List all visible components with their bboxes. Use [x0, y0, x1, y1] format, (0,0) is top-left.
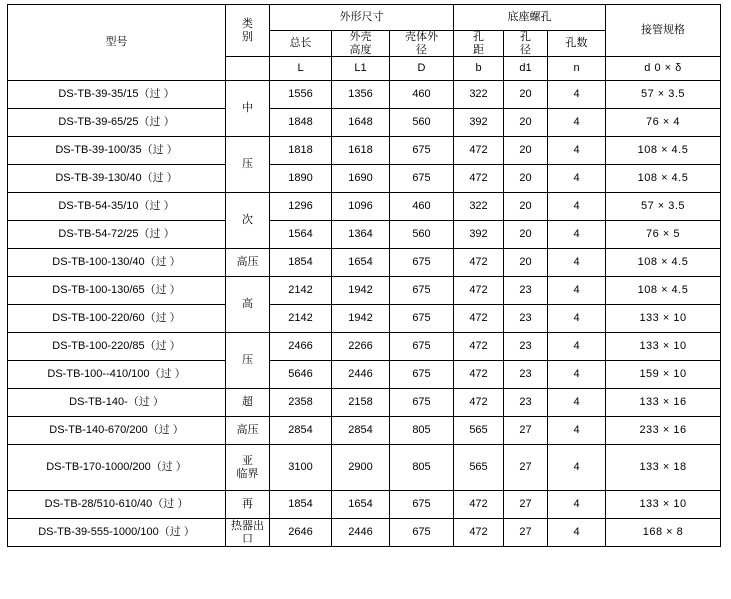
header-category-line1: 类: [242, 18, 253, 30]
cell-shell-od: 675: [390, 389, 454, 417]
cell-shell-height: 2266: [332, 333, 390, 361]
cell-category: 中: [226, 81, 270, 137]
cell-connection: 133 × 10: [606, 305, 721, 333]
header-shell-height: [332, 31, 390, 57]
cell-hole-dia: 23: [504, 277, 548, 305]
cell-category-line2: 临界: [236, 467, 259, 480]
table-row: [8, 165, 721, 193]
cell-shell-height: 1364: [332, 221, 390, 249]
cell-hole-count: 4: [548, 333, 606, 361]
table-row: [8, 445, 721, 491]
cell-connection: 108 × 4.5: [606, 165, 721, 193]
header-category-line2: 别: [242, 30, 253, 43]
cell-model: DS-TB-39-555-1000/100（过 ）: [8, 519, 226, 547]
cell-model: DS-TB-170-1000/200（过 ）: [8, 445, 226, 491]
symbol-shell-height: L1: [332, 57, 390, 81]
cell-hole-dia: 23: [504, 389, 548, 417]
cell-total-length: 5646: [270, 361, 332, 389]
header-group-base-holes: 底座螺孔: [454, 5, 606, 31]
table-row: [8, 361, 721, 389]
cell-hole-dia: 20: [504, 193, 548, 221]
symbol-total-length: L: [270, 57, 332, 81]
cell-hole-dia: 23: [504, 305, 548, 333]
cell-hole-pitch: 392: [454, 221, 504, 249]
cell-shell-od: 675: [390, 249, 454, 277]
cell-connection: 108 × 4.5: [606, 137, 721, 165]
cell-model: DS-TB-100--410/100（过 ）: [8, 361, 226, 389]
cell-model: DS-TB-54-72/25（过 ）: [8, 221, 226, 249]
cell-hole-count: 4: [548, 491, 606, 519]
cell-shell-height: 2446: [332, 361, 390, 389]
cell-total-length: 2466: [270, 333, 332, 361]
cell-hole-dia: 20: [504, 221, 548, 249]
cell-hole-pitch: 472: [454, 249, 504, 277]
cell-shell-height: 1942: [332, 277, 390, 305]
header-group-dimensions: 外形尺寸: [270, 5, 454, 31]
symbol-connection: d 0 × δ: [606, 57, 721, 81]
table-row: [8, 491, 721, 519]
header-shell-height-line1: 外壳: [349, 31, 372, 43]
cell-hole-count: 4: [548, 137, 606, 165]
cell-category: 再: [226, 491, 270, 519]
cell-connection: 133 × 10: [606, 333, 721, 361]
cell-shell-height: 1648: [332, 109, 390, 137]
cell-connection: 57 × 3.5: [606, 193, 721, 221]
cell-shell-od: 560: [390, 109, 454, 137]
table-header-groups: [8, 5, 721, 31]
cell-model: DS-TB-100-220/85（过 ）: [8, 333, 226, 361]
cell-shell-od: 675: [390, 491, 454, 519]
header-hole-pitch-line2: 距: [473, 43, 484, 56]
header-hole-pitch-line1: 孔: [473, 31, 484, 43]
table-row: [8, 389, 721, 417]
cell-shell-od: 675: [390, 137, 454, 165]
specification-table: [7, 4, 721, 547]
cell-total-length: 3100: [270, 445, 332, 491]
cell-hole-pitch: 472: [454, 361, 504, 389]
cell-connection: 233 × 16: [606, 417, 721, 445]
cell-total-length: 2358: [270, 389, 332, 417]
header-hole-dia-line1: 孔: [520, 31, 531, 43]
cell-connection: 168 × 8: [606, 519, 721, 547]
cell-hole-pitch: 472: [454, 277, 504, 305]
cell-hole-dia: 20: [504, 137, 548, 165]
cell-shell-height: 2446: [332, 519, 390, 547]
cell-total-length: 2142: [270, 277, 332, 305]
table-row: [8, 519, 721, 547]
cell-hole-count: 4: [548, 81, 606, 109]
cell-hole-pitch: 472: [454, 519, 504, 547]
cell-connection: 76 × 4: [606, 109, 721, 137]
cell-hole-pitch: 472: [454, 137, 504, 165]
cell-hole-count: 4: [548, 389, 606, 417]
cell-hole-count: 4: [548, 221, 606, 249]
cell-hole-pitch: 472: [454, 491, 504, 519]
header-total-length: 总长: [270, 31, 332, 57]
cell-connection: 108 × 4.5: [606, 249, 721, 277]
cell-shell-height: 1942: [332, 305, 390, 333]
symbol-shell-od: D: [390, 57, 454, 81]
table-row: [8, 417, 721, 445]
cell-hole-count: 4: [548, 277, 606, 305]
cell-hole-count: 4: [548, 193, 606, 221]
cell-category: 超: [226, 389, 270, 417]
header-connection-spec: 接管规格: [606, 5, 721, 57]
header-model: 型号: [8, 5, 226, 81]
cell-category: 次: [226, 193, 270, 249]
cell-shell-height: 1096: [332, 193, 390, 221]
cell-shell-od: 460: [390, 193, 454, 221]
cell-category: 高压: [226, 417, 270, 445]
cell-shell-height: 1618: [332, 137, 390, 165]
cell-hole-count: 4: [548, 445, 606, 491]
cell-total-length: 1890: [270, 165, 332, 193]
cell-hole-dia: 20: [504, 81, 548, 109]
cell-total-length: 1818: [270, 137, 332, 165]
header-shell-od-line1: 壳体外: [405, 31, 438, 43]
cell-hole-dia: 27: [504, 445, 548, 491]
cell-total-length: 1296: [270, 193, 332, 221]
cell-hole-dia: 20: [504, 249, 548, 277]
cell-model: DS-TB-28/510-610/40（过 ）: [8, 491, 226, 519]
cell-hole-count: 4: [548, 305, 606, 333]
cell-shell-od: 675: [390, 165, 454, 193]
cell-total-length: 1854: [270, 249, 332, 277]
cell-shell-od: 675: [390, 277, 454, 305]
cell-model: DS-TB-140-（过 ）: [8, 389, 226, 417]
cell-shell-height: 1356: [332, 81, 390, 109]
cell-total-length: 1556: [270, 81, 332, 109]
cell-hole-pitch: 472: [454, 165, 504, 193]
cell-shell-height: 1690: [332, 165, 390, 193]
cell-shell-od: 560: [390, 221, 454, 249]
cell-category: 压: [226, 333, 270, 389]
cell-hole-dia: 23: [504, 333, 548, 361]
cell-model: DS-TB-100-220/60（过 ）: [8, 305, 226, 333]
cell-hole-count: 4: [548, 519, 606, 547]
table-row: [8, 137, 721, 165]
cell-category: 热器出口: [226, 519, 270, 547]
symbol-hole-dia: d1: [504, 57, 548, 81]
cell-model: DS-TB-39-35/15（过 ）: [8, 81, 226, 109]
cell-model: DS-TB-39-100/35（过 ）: [8, 137, 226, 165]
symbol-hole-count: n: [548, 57, 606, 81]
header-hole-dia-line2: 径: [520, 43, 531, 56]
cell-shell-od: 675: [390, 361, 454, 389]
cell-model: DS-TB-54-35/10（过 ）: [8, 193, 226, 221]
cell-total-length: 2142: [270, 305, 332, 333]
cell-hole-pitch: 472: [454, 389, 504, 417]
table-row: [8, 305, 721, 333]
cell-total-length: 2854: [270, 417, 332, 445]
cell-hole-pitch: 392: [454, 109, 504, 137]
cell-connection: 133 × 16: [606, 389, 721, 417]
cell-shell-height: 2158: [332, 389, 390, 417]
cell-model: DS-TB-100-130/65（过 ）: [8, 277, 226, 305]
cell-connection: 133 × 18: [606, 445, 721, 491]
cell-hole-dia: 23: [504, 361, 548, 389]
cell-category: 高压: [226, 249, 270, 277]
cell-hole-count: 4: [548, 109, 606, 137]
cell-connection: 108 × 4.5: [606, 277, 721, 305]
cell-total-length: 1564: [270, 221, 332, 249]
cell-total-length: 2646: [270, 519, 332, 547]
table-row: [8, 81, 721, 109]
table-row: [8, 193, 721, 221]
cell-hole-pitch: 565: [454, 445, 504, 491]
header-shell-od-line2: 径: [416, 43, 427, 56]
cell-shell-od: 460: [390, 81, 454, 109]
header-shell-height-line2: 高度: [349, 43, 372, 56]
cell-hole-count: 4: [548, 417, 606, 445]
cell-shell-od: 675: [390, 519, 454, 547]
header-shell-od: [390, 31, 454, 57]
cell-category-line1: 亚: [242, 455, 253, 468]
cell-hole-dia: 20: [504, 109, 548, 137]
cell-hole-pitch: 565: [454, 417, 504, 445]
cell-shell-od: 675: [390, 333, 454, 361]
cell-hole-pitch: 322: [454, 81, 504, 109]
spec-sheet: [0, 4, 731, 599]
symbol-hole-pitch: b: [454, 57, 504, 81]
cell-shell-od: 805: [390, 445, 454, 491]
cell-hole-count: 4: [548, 249, 606, 277]
cell-shell-height: 2900: [332, 445, 390, 491]
header-category: [226, 5, 270, 57]
cell-category: [226, 445, 270, 491]
table-row: [8, 109, 721, 137]
header-hole-dia: [504, 31, 548, 57]
table-row: [8, 333, 721, 361]
cell-hole-dia: 27: [504, 417, 548, 445]
cell-connection: 76 × 5: [606, 221, 721, 249]
cell-hole-count: 4: [548, 361, 606, 389]
header-hole-pitch: [454, 31, 504, 57]
cell-total-length: 1848: [270, 109, 332, 137]
symbol-category: [226, 57, 270, 81]
cell-model: DS-TB-140-670/200（过 ）: [8, 417, 226, 445]
cell-category: 高: [226, 277, 270, 333]
cell-hole-dia: 27: [504, 491, 548, 519]
cell-hole-pitch: 472: [454, 333, 504, 361]
cell-connection: 133 × 10: [606, 491, 721, 519]
cell-total-length: 1854: [270, 491, 332, 519]
cell-shell-od: 805: [390, 417, 454, 445]
table-row: [8, 221, 721, 249]
cell-hole-pitch: 322: [454, 193, 504, 221]
cell-hole-dia: 20: [504, 165, 548, 193]
cell-shell-height: 2854: [332, 417, 390, 445]
cell-hole-count: 4: [548, 165, 606, 193]
cell-model: DS-TB-100-130/40（过 ）: [8, 249, 226, 277]
cell-connection: 159 × 10: [606, 361, 721, 389]
cell-model: DS-TB-39-130/40（过 ）: [8, 165, 226, 193]
cell-shell-od: 675: [390, 305, 454, 333]
cell-shell-height: 1654: [332, 491, 390, 519]
cell-hole-pitch: 472: [454, 305, 504, 333]
cell-model: DS-TB-39-65/25（过 ）: [8, 109, 226, 137]
table-row: [8, 277, 721, 305]
table-row: [8, 249, 721, 277]
cell-hole-dia: 27: [504, 519, 548, 547]
cell-connection: 57 × 3.5: [606, 81, 721, 109]
cell-shell-height: 1654: [332, 249, 390, 277]
header-hole-count: 孔数: [548, 31, 606, 57]
cell-category: 压: [226, 137, 270, 193]
